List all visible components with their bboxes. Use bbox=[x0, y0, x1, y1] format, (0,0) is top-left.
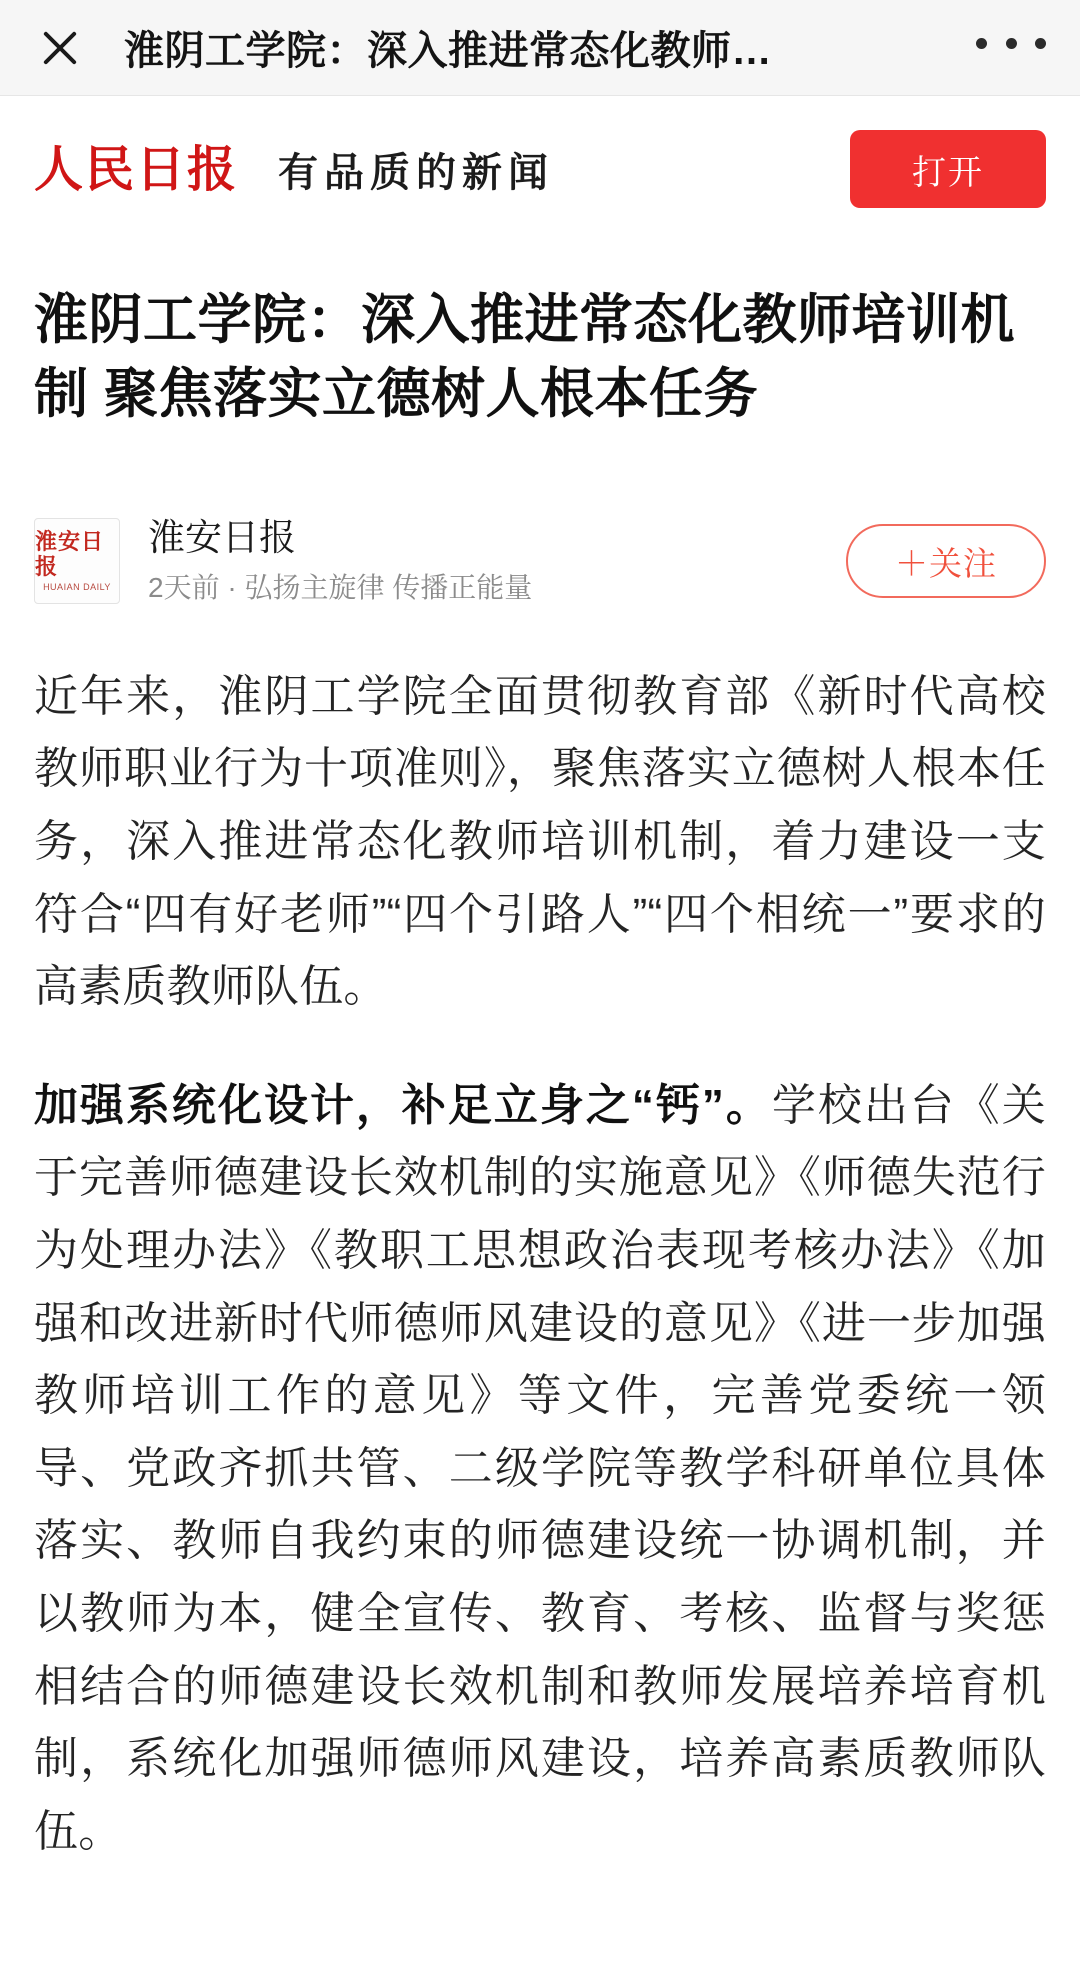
more-dot bbox=[1006, 38, 1017, 49]
more-dots-icon[interactable] bbox=[976, 38, 1046, 57]
source-timestamp-tagline: 2天前 · 弘扬主旋律 传播正能量 bbox=[148, 572, 533, 604]
open-app-button[interactable]: 打开 bbox=[850, 130, 1046, 208]
paragraph bbox=[34, 661, 1046, 1024]
source-meta bbox=[120, 515, 846, 607]
more-dot bbox=[976, 38, 987, 49]
close-icon[interactable] bbox=[34, 22, 86, 74]
paragraph-text: 学校出台《关于完善师德建设长效机制的实施意见》《师德失范行为处理办法》《教职工思想政治表现考核办法》《加强和改进新时代师德师风建设的意见》《进一步加强教师培训工作的意见》等文件，完善党委统一领导、党政齐抓共管、二级学院等教学科研单位具体落实、教师自我约束的师德建设统一协调机制，并以教师为本，健全宣传、教育、考核、监督与奖惩相结合的师德建设长效机制和教师发展培养培育机制，系统化加强师德师风建设，培养高素质教师队伍。 bbox=[34, 1080, 1046, 1856]
article-body bbox=[0, 617, 1080, 1899]
follow-button[interactable]: ＋关注 bbox=[846, 524, 1046, 598]
avatar[interactable] bbox=[34, 518, 120, 604]
brand-slogan: 有品质的新闻 bbox=[278, 148, 555, 196]
paragraph-lead: 加强系统化设计，补足立身之“钙”。 bbox=[34, 1080, 772, 1130]
source-name[interactable]: 淮安日报 bbox=[148, 517, 296, 559]
more-dot bbox=[1035, 38, 1046, 49]
top-navbar bbox=[0, 0, 1080, 96]
app-brand-banner bbox=[0, 96, 1080, 230]
avatar-label-cn: 淮安日报 bbox=[35, 529, 105, 580]
paragraph-text: 近年来，淮阴工学院全面贯彻教育部《新时代高校教师职业行为十项准则》，聚焦落实立德树人根本任务，深入推进常态化教师培训机制，着力建设一支符合“四有好老师”“四个引路人”“四个相统一”要求的高素质教师队伍。 bbox=[34, 671, 1046, 1012]
avatar-label-en: HUAIAN DAILY bbox=[43, 581, 111, 592]
paragraph bbox=[34, 1070, 1046, 1869]
page-title: 淮阴工学院：深入推进常态化教师… bbox=[124, 29, 772, 73]
article-headline: 淮阴工学院：深入推进常态化教师培训机制 聚焦落实立德树人根本任务 bbox=[34, 290, 1015, 424]
article-source-row bbox=[0, 467, 1080, 617]
peoples-daily-logo: 人民日报 bbox=[34, 139, 239, 198]
